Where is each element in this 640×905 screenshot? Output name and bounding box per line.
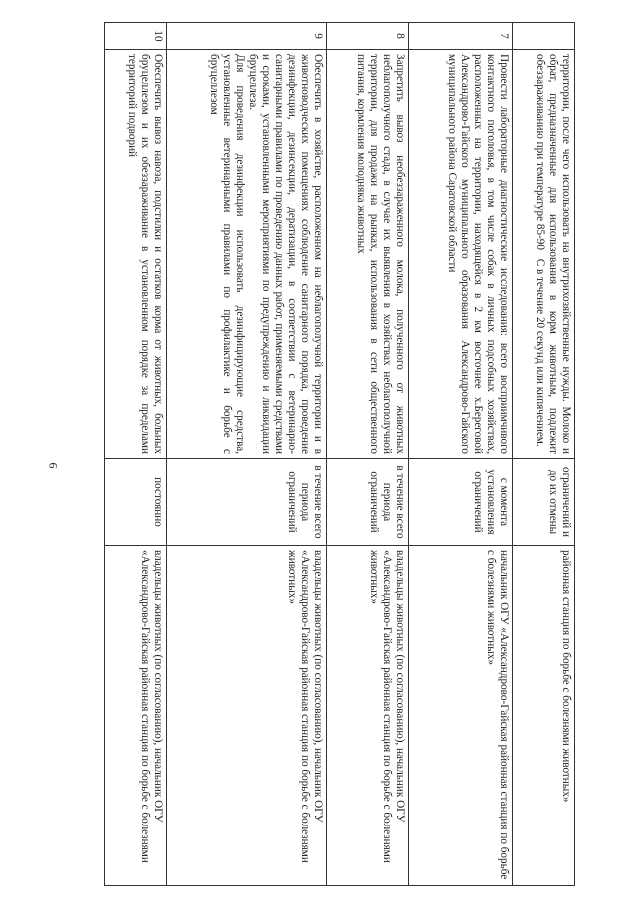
action-text: Запретить вывоз необеззараженного молока, полученного от животных неблагополучного стада, в случае их выявления в хозяйствах неблагополучной территории, для продажи на рынках, использования в сети общественного питания, кормления молодняка животных (355, 54, 406, 454)
page-number: 6 (46, 462, 61, 469)
table-row (105, 23, 167, 886)
table-row (513, 23, 575, 886)
term-cell: ограничений и до их отмены (513, 459, 575, 546)
action-cell (167, 50, 327, 459)
row-number (513, 23, 575, 50)
row-number: 9 (167, 23, 327, 50)
row-number: 8 (327, 23, 409, 50)
row-number: 10 (105, 23, 167, 50)
responsible-cell: владельцы животных (по согласованию), начальник ОГУ «Александрово-Гайская районная станция по борьбе с болезнями животных» (327, 546, 409, 886)
action-cell (409, 50, 513, 459)
measures-table (104, 22, 575, 886)
table-row (409, 23, 513, 886)
action-text: Обеспечить вывоз навоза, подстилки и остатков корма от животных, больных бруцеллезом и их обеззараживание в установленном порядке за пределами территорий подворий (126, 54, 164, 454)
table-row (167, 23, 327, 886)
action-extra-text: Для проведения дезинфекции использовать дезинфицирующие средства, установленные ветеринарными правилами по профилактике и борьбе с бруцеллезом (208, 54, 246, 454)
responsible-cell: владельцы животных (по согласованию), начальник ОГУ «Александрово-Гайская районная станция по борьбе с болезнями животных» (167, 546, 327, 886)
row-number: 7 (409, 23, 513, 50)
term-cell: в течение всего периода ограничений (167, 459, 327, 546)
action-cell (327, 50, 409, 459)
rotated-table-wrapper (105, 22, 575, 886)
table-frame (105, 22, 575, 886)
action-cell (513, 50, 575, 459)
action-cell (105, 50, 167, 459)
term-cell: постоянно (105, 459, 167, 546)
term-cell: в течение всего периода ограничений (327, 459, 409, 546)
responsible-cell: районная станция по борьбе с болезнями животных» (513, 546, 575, 886)
action-text: территории, после чего использовать на внутрихозяйственные нужды. Молоко и обрат, предназначенные для использования в корм животным, подлежит обеззараживанию при температуре 85-90⃞С в течение 20 секунд или кипячением. (534, 54, 572, 454)
table-row (327, 23, 409, 886)
term-cell: с момента установления ограничений (409, 459, 513, 546)
responsible-cell: владельцы животных (по согласованию), начальник ОГУ «Александрово-Гайская районная станция по борьбе с болезнями (105, 546, 167, 886)
responsible-cell: начальник ОГУ «Александрово-Гайская районная станция по борьбе с болезнями животных» (409, 546, 513, 886)
action-text: Провести лабораторные диагностические исследования: всего восприимчивого контактного поголовья, в том числе собак в личных подсобных хозяйствах, расположенных на территории, находящейся в 2 км восточнее х.Береговой Александрово-Гайского муниципального образования Александрово-Гайского муниципального района Саратовской области (446, 54, 510, 454)
action-text: Обеспечить в хозяйстве, расположенном на неблагополучной территории и в животноводческих помещениях соблюдение санитарного порядка, проведение дезинфекции, дезинсекции, дератизации, в соответствии с ветеринарно-санитарными правилами по проведению данных работ, применяемыми средствами и сроками, установленными мероприятиями по предупреждению и ликвидации бруцеллеза. (247, 54, 324, 454)
